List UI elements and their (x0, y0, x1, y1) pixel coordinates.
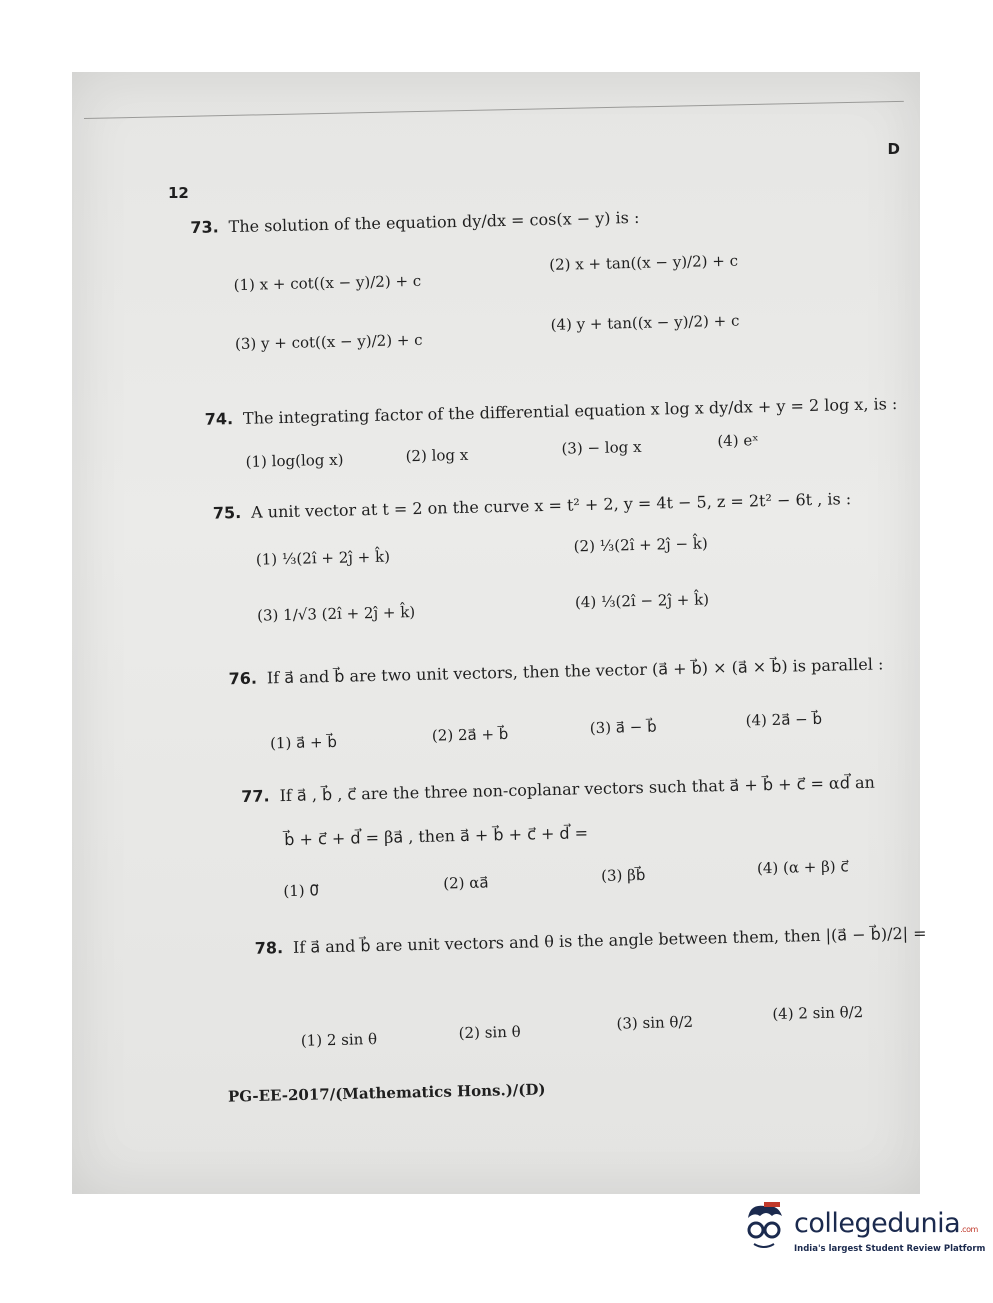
option: (1) log(log x) (245, 450, 344, 471)
question-text: If a⃗ and b⃗ are unit vectors and θ is the angle between them, then |(a⃗ − b⃗)/2| = (292, 923, 927, 957)
question-number: 76. (228, 668, 258, 689)
question-number: 75. (212, 502, 242, 523)
option: (2) 2a⃗ + b⃗ (431, 724, 509, 745)
question-76 (228, 654, 883, 688)
question-text: The integrating factor of the differential equation x log x dy/dx + y = 2 log x, is : (242, 394, 898, 428)
option: (3) − log x (561, 437, 642, 458)
question-text: If a⃗ , b⃗ , c⃗ are the three non-coplanar vectors such that a⃗ + b⃗ + c⃗ = αd⃗ an (279, 772, 876, 806)
option: (3) a⃗ − b⃗ (589, 717, 657, 738)
option: (2) sin θ (458, 1022, 521, 1043)
option: (2) log x (405, 445, 469, 466)
option: (1) 0⃗ (283, 881, 320, 901)
option: (2) αa⃗ (443, 873, 489, 893)
question-number: 78. (254, 938, 284, 958)
question-74 (204, 394, 897, 429)
question-number: 73. (190, 217, 219, 238)
question-number: 77. (241, 786, 270, 807)
page-number: 12 (168, 184, 189, 202)
questions-area (69, 56, 942, 1197)
option: (3) sin θ/2 (616, 1012, 694, 1033)
option: (1) a⃗ + b⃗ (269, 732, 338, 753)
mascot-icon (738, 1200, 790, 1256)
question-75 (213, 489, 852, 522)
brand-watermark (738, 1200, 986, 1260)
question-73 (190, 208, 639, 237)
option: (1) 2 sin θ (300, 1030, 378, 1050)
question-text: If a⃗ and b⃗ are two unit vectors, then the vector (a⃗ + b⃗) × (a⃗ × b⃗) is parallel : (266, 654, 884, 688)
footer-code: PG-EE-2017/(Mathematics Hons.)/(D) (227, 1080, 546, 1106)
option: (1) ⅓(2î + 2ĵ + k̂) (255, 547, 391, 569)
question-77 (241, 773, 875, 806)
question-78 (255, 924, 927, 958)
option: (2) x + tan((x − y)/2) + c (549, 251, 739, 274)
paper-code: D (887, 140, 900, 158)
question-text: The solution of the equation dy/dx = cos(x − y) is : (228, 207, 640, 237)
option: (1) x + cot((x − y)/2) + c (233, 271, 422, 295)
question-text: A unit vector at t = 2 on the curve x = t² + 2, y = 4t − 5, z = 2t² − 6t , is : (250, 489, 852, 522)
option: (4) ⅓(2î − 2ĵ + k̂) (574, 590, 710, 612)
question-number: 74. (204, 409, 234, 429)
option: (4) eˣ (717, 431, 759, 451)
option: (3) 1/√3 (2î + 2ĵ + k̂) (256, 603, 416, 625)
option: (3) y + cot((x − y)/2) + c (234, 330, 423, 354)
scanned-page (72, 72, 927, 1194)
option: (4) 2 sin θ/2 (772, 1002, 864, 1024)
brand-tagline: India's largest Student Review Platform (794, 1244, 986, 1254)
option: (4) 2a⃗ − b⃗ (745, 709, 823, 730)
option: (3) βb⃗ (600, 865, 646, 885)
option: (2) ⅓(2î + 2ĵ − k̂) (573, 534, 708, 556)
question-77-line2: b⃗ + c⃗ + d⃗ = βa⃗ , then a⃗ + b⃗ + c⃗ + d⃗ = (284, 823, 589, 850)
option: (4) y + tan((x − y)/2) + c (550, 311, 740, 334)
option: (4) (α + β) c⃗ (756, 857, 849, 878)
brand-name: collegedunia.com (794, 1208, 978, 1239)
